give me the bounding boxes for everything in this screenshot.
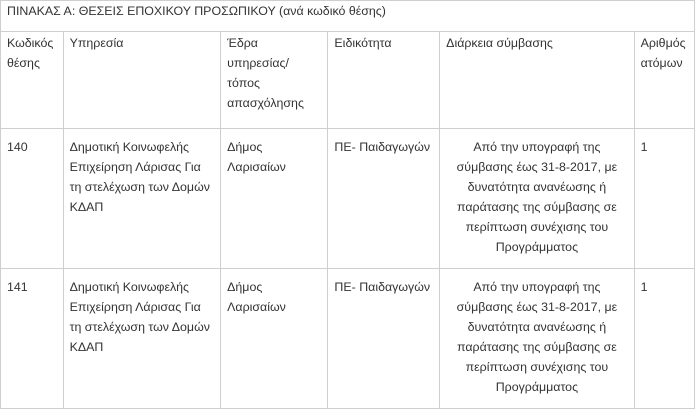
cell-seat: Δήμος Λαρισαίων [221, 129, 328, 269]
cell-count: 1 [634, 269, 694, 409]
cell-service: Δημοτική Κοινωφελής Επιχείρηση Λάρισας Για τη στελέχωση των Δομών ΚΔΑΠ [63, 129, 221, 269]
table-caption: ΠΙΝΑΚΑΣ Α: ΘΕΣΕΙΣ ΕΠΟΧΙΚΟΥ ΠΡΟΣΩΠΙΚΟΥ (ανά κωδικό θέσης) [1, 1, 695, 32]
cell-seat: Δήμος Λαρισαίων [221, 269, 328, 409]
table-caption-row [1, 1, 695, 32]
cell-duration: Από την υπογραφή της σύμβασης έως 31-8-2017, με δυνατότητα ανανέωσης ή παράτασης της σύμβασης σε περίπτωση συνέχισης του Προγράμματος [440, 129, 634, 269]
header-code: Κωδικός θέσης [1, 32, 64, 129]
cell-code: 140 [1, 129, 64, 269]
cell-count: 1 [634, 129, 694, 269]
header-seat: Έδρα υπηρεσίας/ τόπος απασχόλησης [221, 32, 328, 129]
header-service: Υπηρεσία [63, 32, 221, 129]
header-count: Αριθμός ατόμων [634, 32, 694, 129]
header-duration: Διάρκεια σύμβασης [440, 32, 634, 129]
table-row [1, 129, 695, 269]
cell-code: 141 [1, 269, 64, 409]
cell-service: Δημοτική Κοινωφελής Επιχείρηση Λάρισας Για τη στελέχωση των Δομών ΚΔΑΠ [63, 269, 221, 409]
cell-specialty: ΠΕ- Παιδαγωγών [328, 269, 440, 409]
cell-duration: Από την υπογραφή της σύμβασης έως 31-8-2017, με δυνατότητα ανανέωσης ή παράτασης της σύμβασης σε περίπτωση συνέχισης του Προγράμματος [440, 269, 634, 409]
cell-specialty: ΠΕ- Παιδαγωγών [328, 129, 440, 269]
header-specialty: Ειδικότητα [328, 32, 440, 129]
table-header-row [1, 32, 695, 129]
table-row [1, 269, 695, 409]
